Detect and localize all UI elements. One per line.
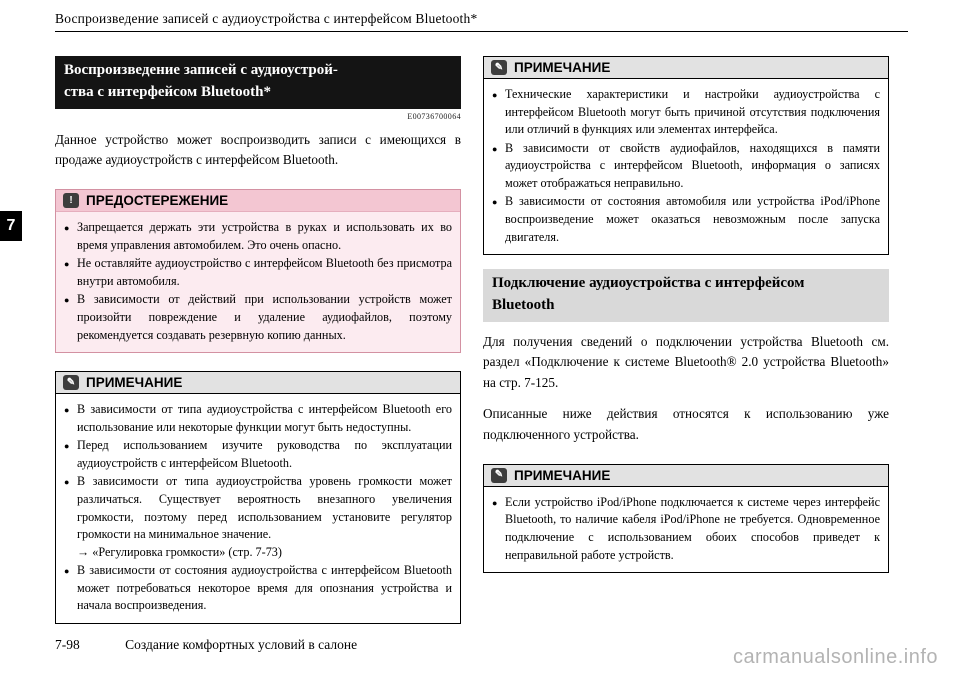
bullet-icon: ● [64,295,70,306]
caution-item-text: В зависимости от действий при использовании устройств может произойти повреждение и удаление аудиофайлов, поэтому рекомендуется создавать резервную копию данных. [77,292,452,342]
bullet-icon: ● [492,497,498,508]
caution-item [64,291,452,344]
note-list [56,394,460,623]
section-title [483,269,889,322]
bullet-icon: ● [64,566,70,577]
note-box-header [484,465,888,487]
page-title-line2: ства с интерфейсом Bluetooth* [64,83,271,100]
note-item-text: В зависимости от состояния аудиоустройства с интерфейсом Bluetooth может потребоваться некоторое время для опознания устройства и начала воспроизведения. [77,563,452,613]
header-rule [55,31,908,32]
caution-item-text: Не оставляйте аудиоустройство с интерфейсом Bluetooth без присмотра внутри автомобиля. [77,256,452,288]
caution-item [64,219,452,254]
caution-item-text: Запрещается держать эти устройства в руках и использовать их во время управления автомобилем. Это очень опасно. [77,220,452,252]
note-box-header [484,57,888,79]
cross-reference: → «Регулировка громкости» (стр. 7-73) [77,544,282,559]
note-item-text: В зависимости от состояния автомобиля или устройства iPod/iPhone воспроизведение может оказаться невозможным после запуска двигателя. [505,194,880,244]
page-footer [55,637,357,653]
right-column [483,56,889,624]
note-item-text: В зависимости от типа аудиоустройства уровень громкости может различаться. Существует вероятность внезапного увеличения громкости, поэтому перед использованием установите регулятор громкости на минимальное значение. [77,474,452,542]
section-title-line1: Подключение аудиоустройства с интерфейсом [492,275,805,292]
note-item [64,401,452,436]
left-column [55,56,461,624]
note-item-text: В зависимости от типа аудиоустройства с интерфейсом Bluetooth его использование или некоторые функции могут быть недоступны. [77,402,452,434]
note-item [64,562,452,615]
bullet-icon: ● [492,90,498,100]
watermark: carmanualsonline.info [732,646,938,668]
note-icon: ✎ [491,60,507,75]
caution-box-header [56,190,460,212]
caution-icon: ! [63,193,79,208]
note-item-text: Если устройство iPod/iPhone подключается к системе через интерфейс Bluetooth, то наличие кабеля iPod/iPhone не требуется. Одновременное подключение с использованием обоих способов приведет к неправильной работе устройств. [505,494,880,562]
note-box-right-top [483,56,889,255]
note-item [492,494,880,564]
bullet-icon: ● [64,223,70,234]
note-box-title: ПРИМЕЧАНИЕ [86,375,183,391]
note-list [484,487,888,572]
page-title-line1: Воспроизведение записей с аудиоустрой- [64,62,338,78]
note-item-text: Технические характеристики и настройки аудиоустройства с интерфейсом Bluetooth могут быть причиной отсутствия подключения или отличий в функциях или элементах интерфейса. [505,87,880,137]
section-title-line2: Bluetooth [492,296,555,313]
intro-paragraph: Данное устройство может воспроизводить записи с имеющихся в продаже аудиоустройств с интерфейсом Bluetooth. [55,131,461,168]
note-icon: ✎ [63,375,79,390]
note-box-left [55,371,461,624]
note-item [492,86,880,139]
note-item [492,193,880,246]
body-paragraph: Описанные ниже действия относятся к использованию уже подключенного устройства. [483,406,889,442]
note-icon: ✎ [491,468,507,483]
note-item-text: Перед использованием изучите руководства по эксплуатации аудиоустройств с интерфейсом Bluetooth. [77,438,452,470]
bullet-icon: ● [492,197,498,208]
note-box-title: ПРИМЕЧАНИЕ [514,467,611,483]
caution-list [56,212,460,352]
footer-section-title: Создание комфортных условий в салоне [125,637,358,652]
note-box-header [56,372,460,394]
note-list [484,79,888,254]
caution-item [64,255,452,290]
bullet-icon: ● [64,405,70,416]
page-number: 7-98 [55,637,80,652]
running-header: Воспроизведение записей с аудиоустройства с интерфейсом Bluetooth* [55,11,478,26]
note-item [492,140,880,193]
bullet-icon: ● [492,143,498,154]
content-columns [55,56,890,624]
reference-code: E00736700064 [407,111,461,121]
note-item-text: В зависимости от свойств аудиофайлов, находящихся в памяти аудиоустройства с интерфейсом Bluetooth, информация о записях может отображаться неправильно. [505,140,880,190]
bullet-icon: ● [64,477,70,488]
note-item [64,437,452,472]
bullet-icon: ● [64,259,70,270]
caution-box-title: ПРЕДОСТЕРЕЖЕНИЕ [86,193,229,209]
caution-box [55,189,461,353]
note-box-title: ПРИМЕЧАНИЕ [514,60,611,75]
body-paragraph: Для получения сведений о подключении устройства Bluetooth см. раздел «Подключение к системе Bluetooth® 2.0 устройства Bluetooth» на стр. 7-125. [483,333,889,391]
page-title [55,56,461,109]
note-box-right-bottom [483,464,889,573]
bullet-icon: ● [64,441,70,452]
chapter-tab: 7 [0,211,22,241]
note-item [64,473,452,561]
